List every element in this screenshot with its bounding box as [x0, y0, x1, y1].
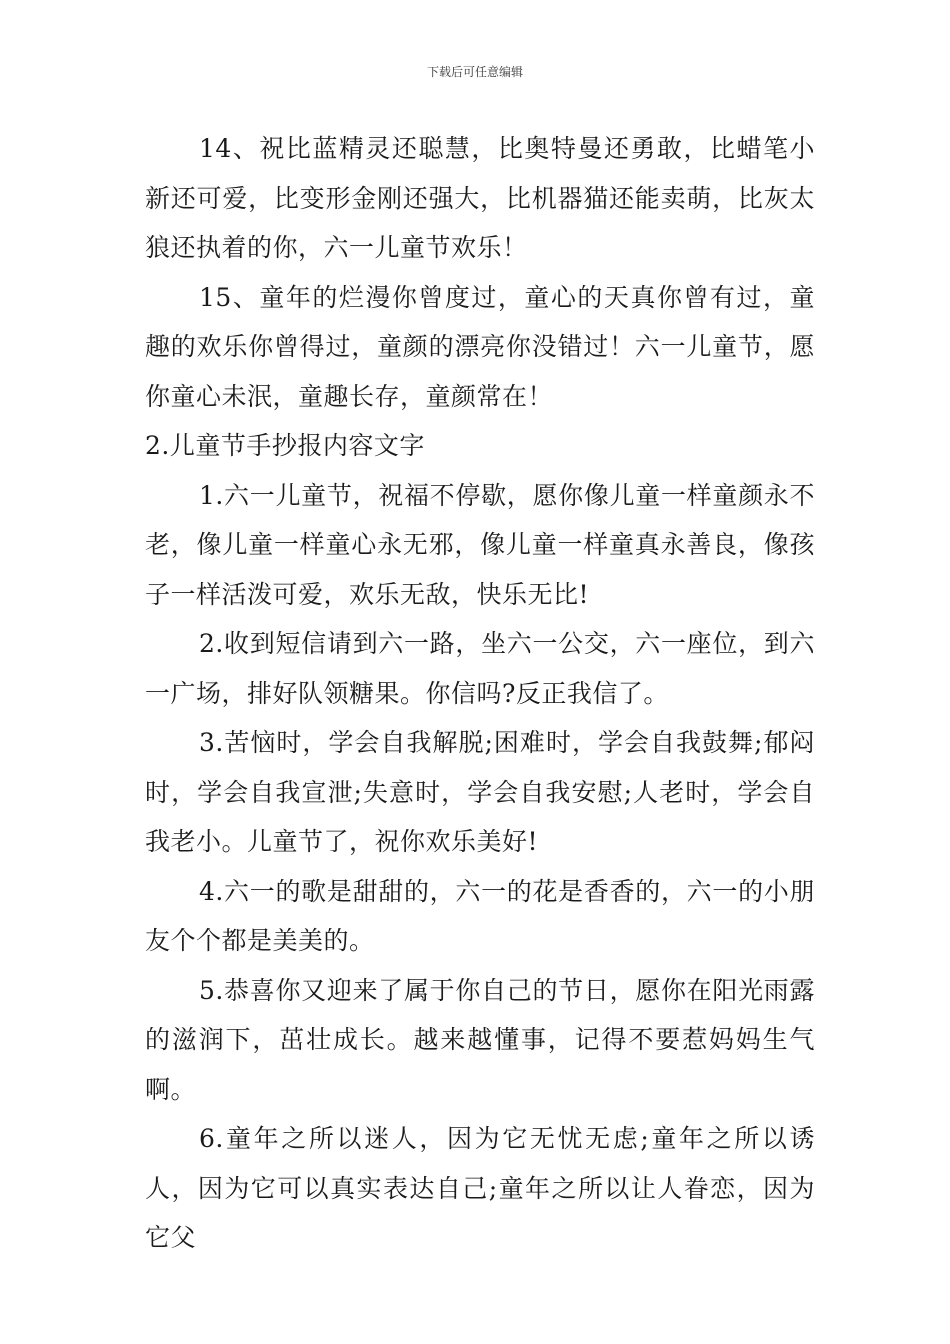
section-paragraph-4: 4.六一的歌是甜甜的，六一的花是香香的，六一的小朋友个个都是美美的。 — [145, 876, 815, 955]
section-heading: 2.儿童节手抄报内容文字 — [145, 431, 425, 460]
section-paragraph-1: 1.六一儿童节，祝福不停歇，愿你像儿童一样童颜永不老，像儿童一样童心永无邪，像儿童一样童真永善良，像孩子一样活泼可爱，欢乐无敌，快乐无比! — [145, 480, 815, 609]
section-paragraph-2: 2.收到短信请到六一路，坐六一公交，六一座位，到六一广场，排好队领糖果。你信吗?反正我信了。 — [145, 629, 815, 708]
paragraph-15: 15、童年的烂漫你曾度过，童心的天真你曾有过，童趣的欢乐你曾得过，童颜的漂亮你没错过！六一儿童节，愿你童心未泯，童趣长存，童颜常在！ — [145, 282, 815, 411]
section-paragraph-5: 5.恭喜你又迎来了属于你自己的节日，愿你在阳光雨露的滋润下，茁壮成长。越来越懂事，记得不要惹妈妈生气啊。 — [145, 975, 815, 1104]
document-body — [145, 124, 815, 1263]
paragraph-14: 14、祝比蓝精灵还聪慧，比奥特曼还勇敢，比蜡笔小新还可爱，比变形金刚还强大，比机器猫还能卖萌，比灰太狼还执着的你，六一儿童节欢乐！ — [145, 134, 815, 262]
page-header-note: 下载后可任意编辑 — [426, 65, 523, 79]
section-paragraph-3: 3.苦恼时，学会自我解脱;困难时，学会自我鼓舞;郁闷时，学会自我宣泄;失意时，学会自我安慰;人老时，学会自我老小。儿童节了，祝你欢乐美好! — [145, 728, 815, 856]
section-paragraph-6: 6.童年之所以迷人，因为它无忧无虑;童年之所以诱人，因为它可以真实表达自己;童年之所以让人眷恋，因为它父 — [145, 1124, 815, 1252]
